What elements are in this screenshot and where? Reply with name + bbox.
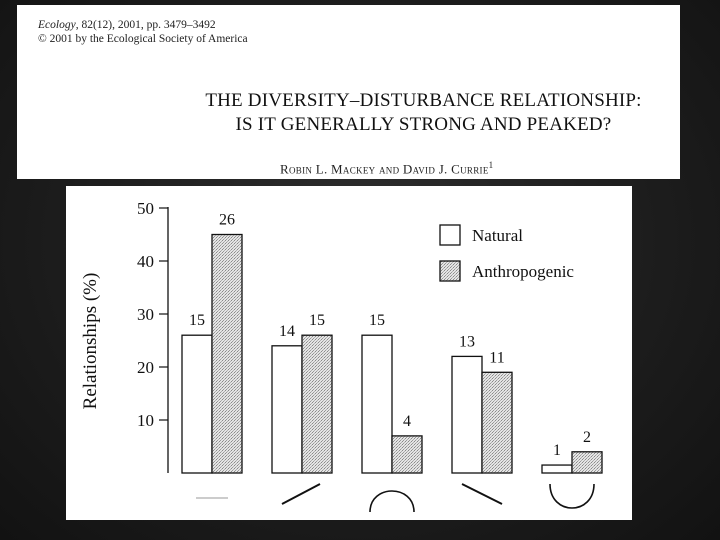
legend-swatch-natural <box>440 225 460 245</box>
bar-u-shaped-anthropogenic <box>572 452 602 473</box>
data-label: 14 <box>279 322 295 340</box>
falling-line-icon <box>462 484 502 504</box>
data-label: 26 <box>219 211 235 229</box>
y-tick-label: 30 <box>137 305 154 324</box>
chart-bars <box>182 212 602 474</box>
copyright-line: © 2001 by the Ecological Society of America <box>38 33 248 45</box>
legend-label-natural: Natural <box>472 226 523 245</box>
chart-axes <box>80 199 168 473</box>
chart-legend <box>440 225 574 281</box>
data-label: 13 <box>459 333 475 351</box>
bar-negative-natural <box>452 356 482 473</box>
category-icons <box>196 484 594 512</box>
u-curve-icon <box>550 484 594 508</box>
bar-peaked-natural <box>362 335 392 473</box>
data-label: 4 <box>403 412 411 430</box>
legend-swatch-anthropogenic <box>440 261 460 281</box>
paper-title-line-2: IS IT GENERALLY STRONG AND PEAKED? <box>235 114 612 135</box>
author-footnote-mark: 1 <box>488 160 494 170</box>
data-label: 1 <box>553 442 561 460</box>
figure-panel <box>66 186 632 520</box>
data-label: 15 <box>369 312 385 330</box>
paper-title-line-1: THE DIVERSITY–DISTURBANCE RELATIONSHIP: <box>205 90 642 111</box>
bar-positive-natural <box>272 346 302 473</box>
legend-label-anthropogenic: Anthropogenic <box>472 262 574 281</box>
paper-header <box>17 5 680 179</box>
rising-line-icon <box>282 484 320 504</box>
y-tick-label: 20 <box>137 358 154 377</box>
data-label: 11 <box>489 349 505 367</box>
y-tick-label: 40 <box>137 252 154 271</box>
data-label: 15 <box>309 312 325 330</box>
y-tick-label: 10 <box>137 411 154 430</box>
paper-title <box>17 89 680 137</box>
data-label: 2 <box>583 428 591 446</box>
authors-text: Robin L. Mackey and David J. Currie <box>280 161 489 177</box>
bar-u-shaped-natural <box>542 465 572 473</box>
bar-chart <box>66 186 632 520</box>
citation-line <box>38 18 248 32</box>
paper-authors <box>280 160 493 177</box>
bar-none-anthropogenic <box>212 235 242 474</box>
bar-peaked-anthropogenic <box>392 436 422 473</box>
journal-name: Ecology <box>38 19 76 31</box>
bar-positive-anthropogenic <box>302 335 332 473</box>
bar-negative-anthropogenic <box>482 372 512 473</box>
citation <box>38 18 248 46</box>
y-tick-label: 50 <box>137 199 154 218</box>
citation-details: , 82(12), 2001, pp. 3479–3492 <box>75 19 216 31</box>
data-label: 15 <box>189 312 205 330</box>
hump-curve-icon <box>370 491 414 512</box>
y-axis-label: Relationships (%) <box>80 272 101 410</box>
bar-none-natural <box>182 335 212 473</box>
